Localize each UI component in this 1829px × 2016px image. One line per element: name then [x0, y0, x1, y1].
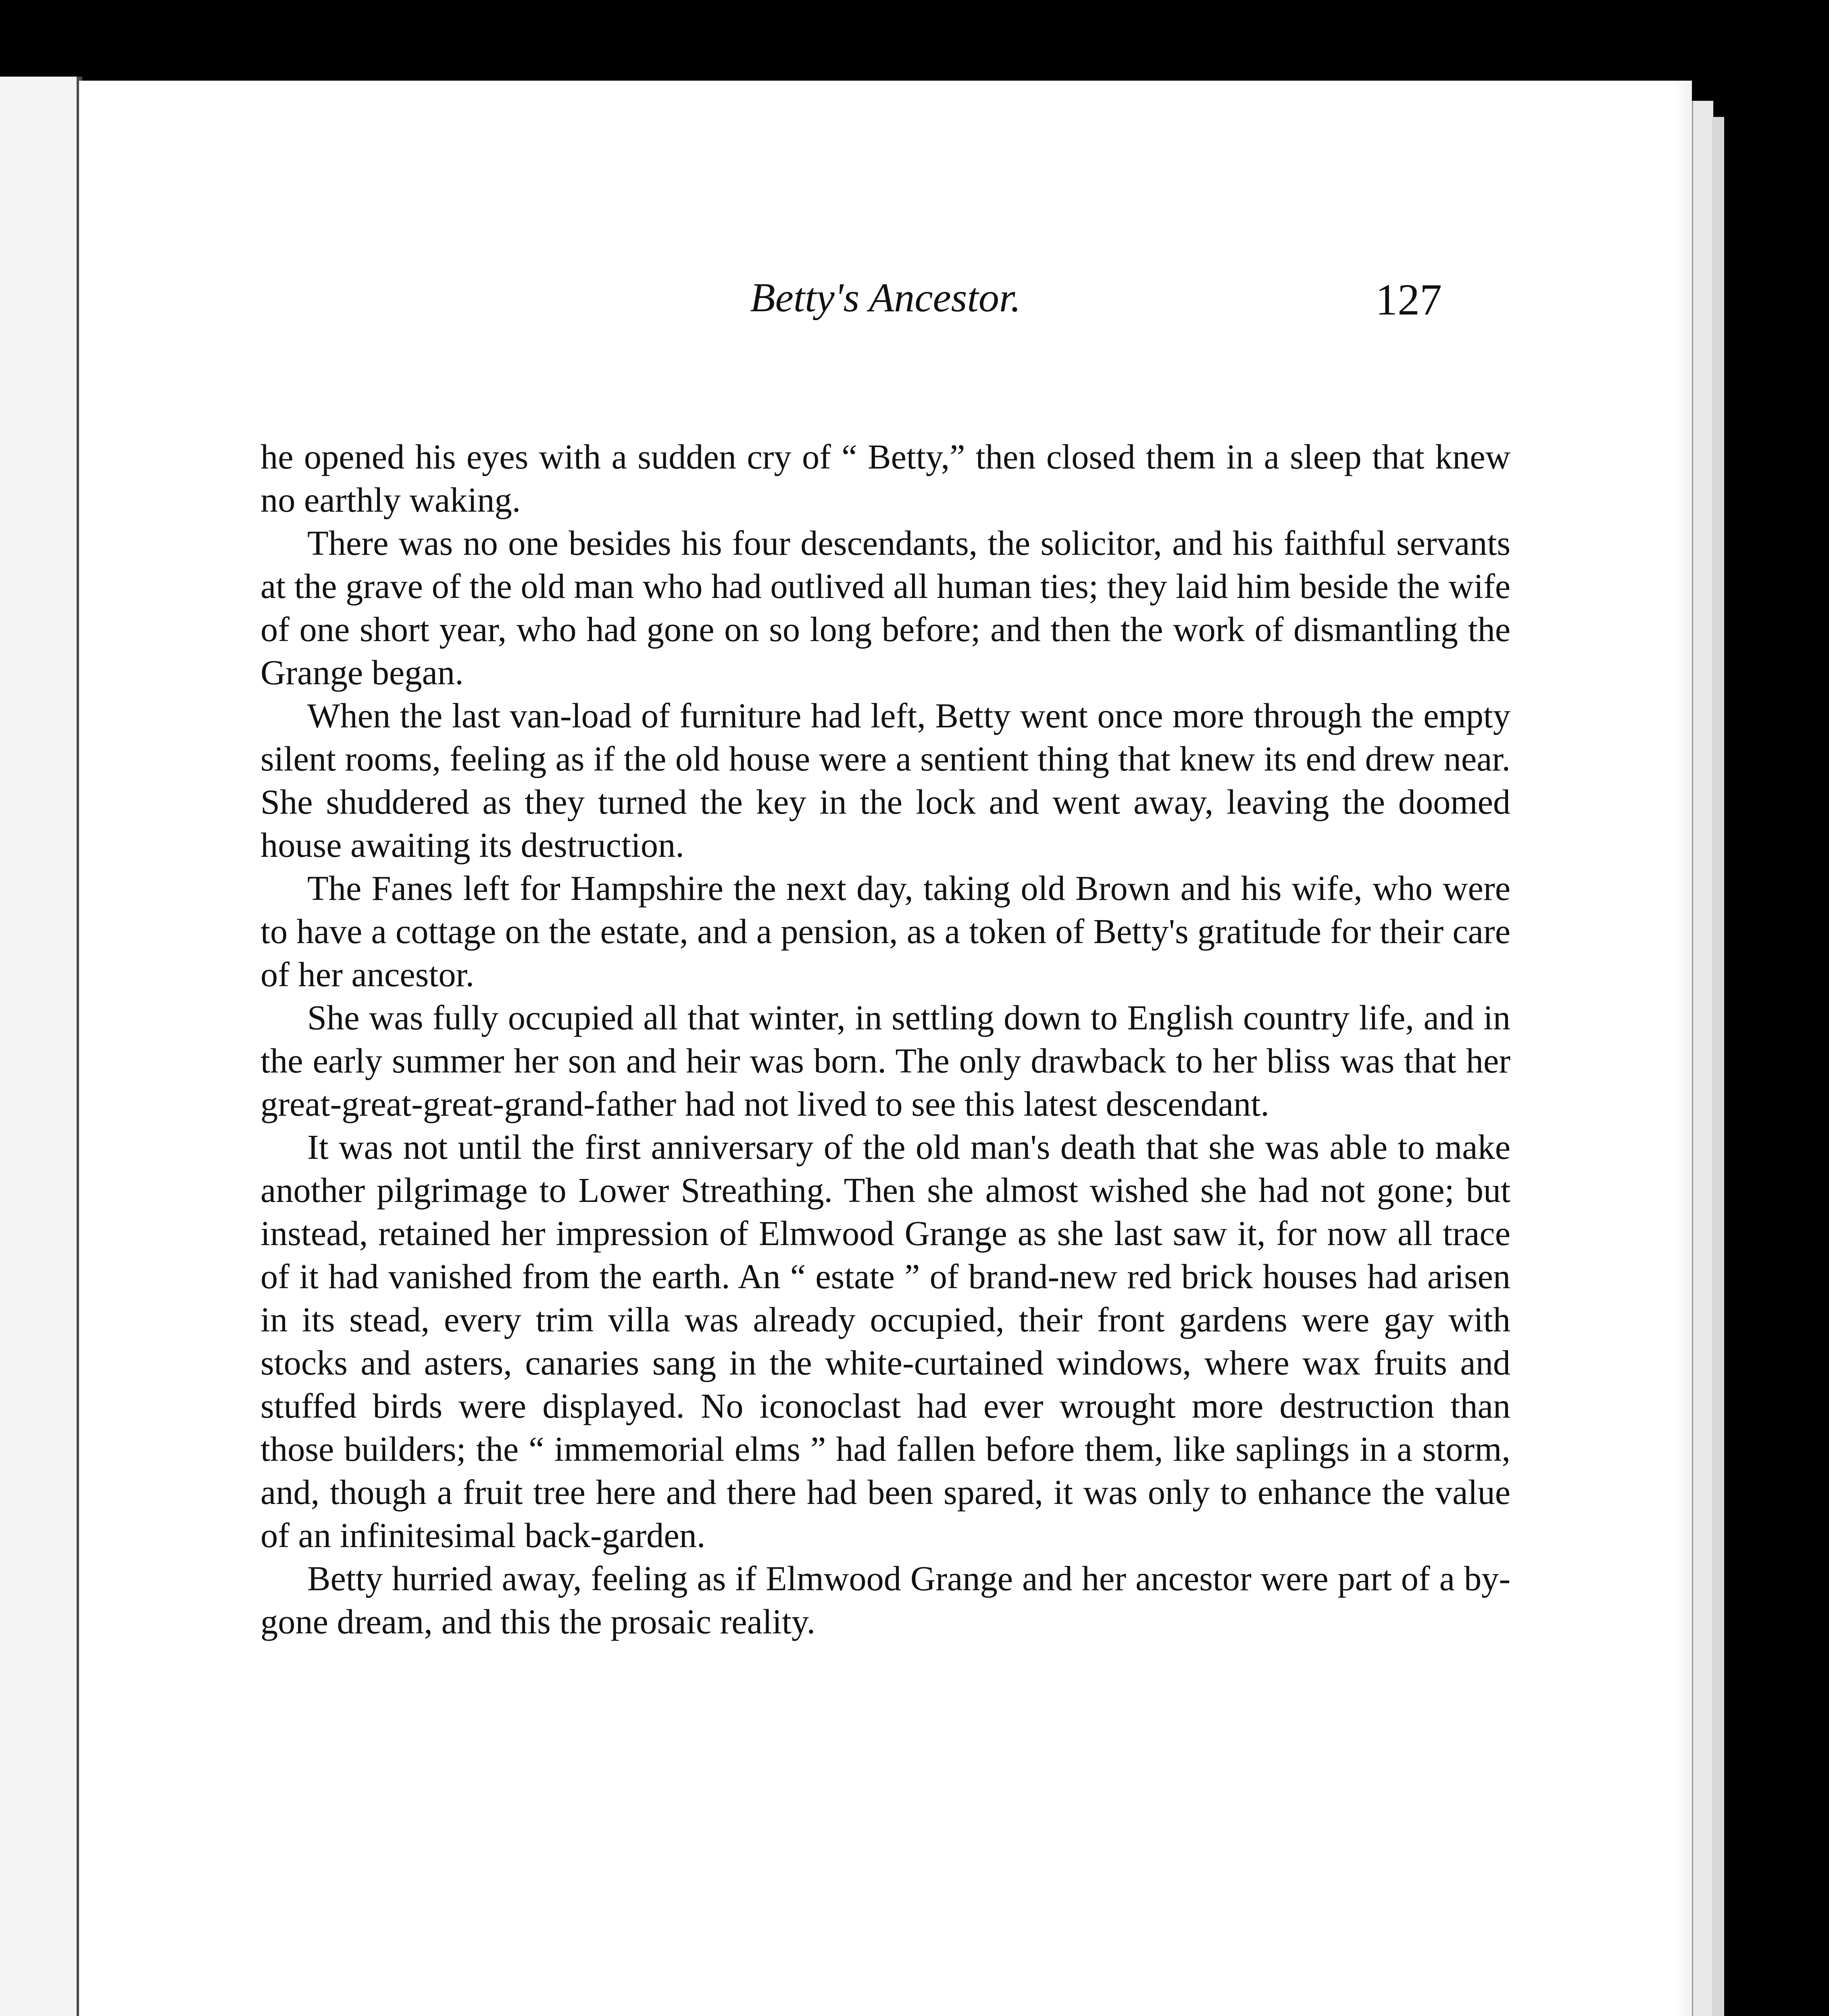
page-edge-shadow [1692, 101, 1713, 2016]
body-text [260, 435, 1510, 1643]
page-edge-shadow [1712, 117, 1724, 2016]
paragraph: he opened his eyes with a sudden cry of “ Betty,” then closed them in a sleep that knew no earthly waking. [260, 437, 1510, 519]
paragraph: The Fanes left for Hampshire the next day, taking old Brown and his wife, who were to have a cottage on the estate, and a pension, as a token of Betty's gratitude for their care of her ancestor. [260, 869, 1510, 994]
paragraph: It was not until the first anniversary of the old man's death that she was able to make another pilgrimage to Lower Streathing. Then she almost wished she had not gone; but instead, retained her impression of Elmwood Grange as she last saw it, for now all trace of it had vanished from the earth. An “ estate ” of brand-new red brick houses had arisen in its stead, every trim villa was already occupied, their front gardens were gay with stocks and asters, canaries sang in the white-curtained windows, where wax fruits and stuffed birds were displayed. No iconoclast had ever wrought more destruction than those builders; the “ immemorial elms ” had fallen before them, like saplings in a storm, and, though a fruit tree here and there had been spared, it was only to enhance the value of an infinitesimal back-garden. [260, 1128, 1510, 1555]
book-page [79, 81, 1692, 2016]
paragraph: When the last van-load of furniture had left, Betty went once more through the empty silent rooms, feeling as if the old house were a sentient thing that knew its end drew near. She shuddered as they turned the key in the lock and went away, leaving the doomed house awaiting its destruction. [260, 696, 1510, 864]
paragraph: There was no one besides his four descendants, the solicitor, and his faithful servants at the grave of the old man who had outlived all human ties; they laid him beside the wife of one short year, who had gone on so long before; and then the work of dismantling the Grange began. [260, 524, 1510, 692]
paragraph: Betty hurried away, feeling as if Elmwood Grange and her ancestor were part of a by-gone dream, and this the prosaic reality. [260, 1559, 1510, 1641]
running-title: Betty's Ancestor. [750, 275, 1021, 321]
running-head [79, 274, 1692, 331]
left-page-edge [0, 77, 82, 2016]
paragraph: She was fully occupied all that winter, in settling down to English country life, and in the early summer her son and heir was born. The only drawback to her bliss was that her great-great-great-grand-father had not lived to see this latest descendant. [260, 998, 1510, 1123]
page-number: 127 [1375, 275, 1442, 324]
